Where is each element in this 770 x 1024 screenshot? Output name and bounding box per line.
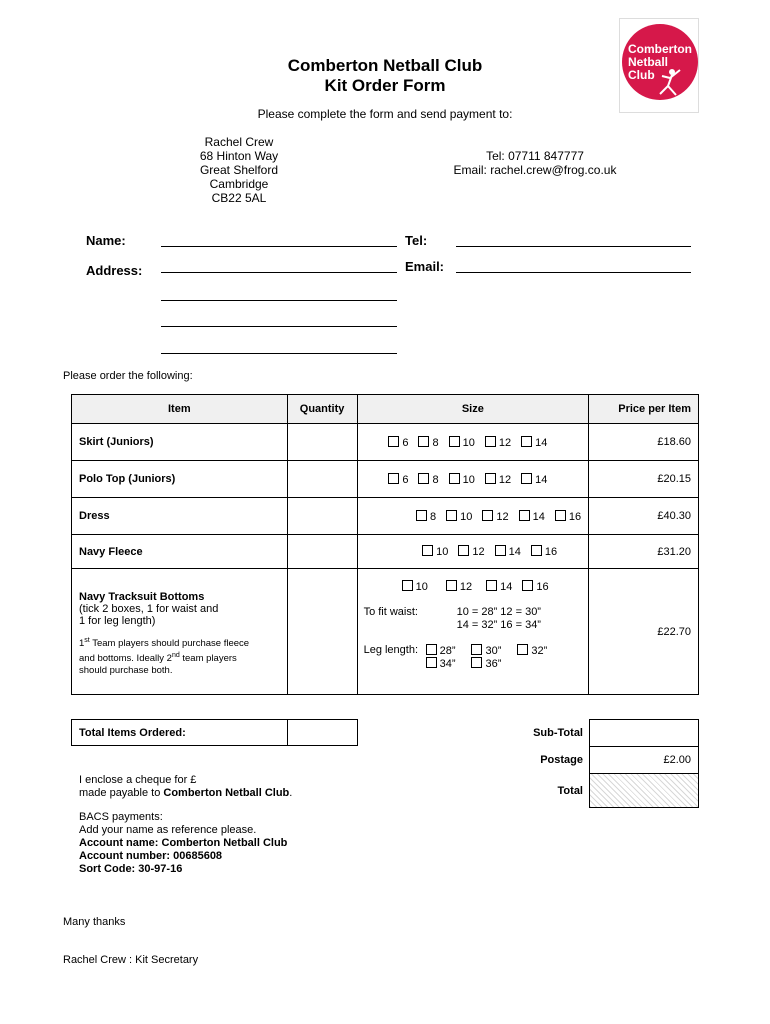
- item-name: Skirt (Juniors): [72, 424, 288, 461]
- total-items-box: [71, 719, 358, 746]
- logo-text-3: Club: [628, 68, 655, 82]
- size-label: 8: [430, 510, 437, 523]
- size-label: 14: [532, 510, 545, 523]
- instruction-text: Please complete the form and send payment to:: [257, 107, 513, 121]
- item-cell: [72, 569, 288, 695]
- order-intro: Please order the following:: [63, 370, 193, 382]
- postage-value-box: [589, 746, 699, 774]
- checkbox[interactable]: [449, 436, 460, 447]
- email-label: Email:: [405, 259, 445, 274]
- item-price: £31.20: [589, 535, 699, 569]
- size-label: 16: [568, 510, 582, 523]
- size-label: 12: [496, 510, 509, 523]
- quantity-cell[interactable]: [287, 498, 357, 535]
- size-label: 32”: [531, 645, 548, 657]
- checkbox[interactable]: [471, 644, 482, 655]
- logo-text-1: Comberton: [628, 42, 692, 56]
- subtotal-field[interactable]: [589, 719, 699, 747]
- item-price: £22.70: [589, 569, 699, 695]
- checkbox[interactable]: [388, 436, 399, 447]
- item-price: £20.15: [589, 461, 699, 498]
- total-field[interactable]: [589, 773, 699, 808]
- size-label: 16: [536, 581, 549, 593]
- checkbox[interactable]: [446, 510, 457, 521]
- size-label: 10: [415, 581, 428, 593]
- team-note: [79, 635, 280, 677]
- total-label: Total: [557, 785, 583, 797]
- contact-tel: Tel: 07711 847777: [486, 149, 584, 163]
- table-row: [72, 461, 699, 498]
- item-name: Navy Tracksuit Bottoms: [79, 591, 205, 603]
- size-label: 10: [462, 436, 475, 449]
- size-label: 16: [544, 546, 558, 558]
- header-quantity: Quantity: [287, 395, 357, 424]
- bacs-block: [79, 811, 287, 876]
- quantity-cell[interactable]: [287, 535, 357, 569]
- sort-code: Sort Code: 30-97-16: [79, 863, 183, 875]
- address-field[interactable]: [161, 300, 397, 301]
- checkbox[interactable]: [482, 510, 493, 521]
- checkbox[interactable]: [519, 510, 530, 521]
- signature-text: Rachel Crew : Kit Secretary: [63, 954, 199, 966]
- note-text: 1: [79, 638, 85, 650]
- checkbox[interactable]: [522, 580, 533, 591]
- address-line: CB22 5AL: [211, 191, 267, 205]
- name-field[interactable]: [161, 246, 397, 247]
- size-options: [357, 461, 589, 498]
- page-subtitle: Kit Order Form: [324, 76, 446, 95]
- size-label: 12: [459, 581, 473, 593]
- postage-label: Postage: [540, 754, 583, 766]
- logo-text-2: Netball: [628, 55, 669, 69]
- size-label: 34”: [439, 658, 456, 670]
- address-field[interactable]: [161, 272, 397, 273]
- bacs-ref: Add your name as reference please.: [79, 824, 257, 836]
- checkbox[interactable]: [446, 580, 457, 591]
- subtotal-label: Sub-Total: [533, 727, 583, 739]
- size-label: 8: [432, 436, 439, 449]
- contact-block: [420, 149, 650, 177]
- note-text: team players: [179, 653, 237, 665]
- bacs-title: BACS payments:: [79, 811, 163, 823]
- address-block: [160, 135, 318, 205]
- table-row: [72, 498, 699, 535]
- fit-waist-line: 10 = 28” 12 = 30”: [456, 606, 541, 618]
- total-items-input[interactable]: [287, 719, 358, 746]
- club-logo: [620, 20, 700, 105]
- fit-waist-line: 14 = 32” 16 = 34”: [456, 619, 541, 631]
- account-number: Account number: 00685608: [79, 850, 223, 862]
- checkbox[interactable]: [388, 473, 399, 484]
- checkbox[interactable]: [495, 545, 506, 556]
- postage-value: £2.00: [663, 754, 691, 766]
- header-size: Size: [357, 395, 589, 424]
- checkbox[interactable]: [555, 510, 566, 521]
- checkbox[interactable]: [402, 580, 413, 591]
- checkbox[interactable]: [416, 510, 427, 521]
- table-row: [72, 535, 699, 569]
- size-options: [357, 535, 589, 569]
- checkbox[interactable]: [521, 436, 532, 447]
- item-name: Dress: [72, 498, 288, 535]
- cheque-text: .: [289, 787, 293, 799]
- table-row: [72, 569, 699, 695]
- cheque-text: made payable to: [79, 787, 164, 799]
- note-text: should purchase both.: [79, 665, 173, 677]
- size-options: [357, 498, 589, 535]
- size-label: 6: [402, 436, 409, 449]
- checkbox[interactable]: [418, 473, 429, 484]
- cheque-line: I enclose a cheque for £: [79, 774, 197, 786]
- table-header-row: [72, 395, 699, 424]
- cheque-line: [79, 787, 292, 800]
- item-detail: 1 for leg length): [79, 615, 156, 627]
- size-label: 14: [500, 581, 513, 593]
- address-line: Cambridge: [209, 177, 269, 191]
- quantity-cell[interactable]: [287, 461, 357, 498]
- size-label: 10: [460, 510, 473, 523]
- size-label: 8: [432, 473, 439, 486]
- checkbox[interactable]: [426, 657, 437, 668]
- tel-field[interactable]: [456, 246, 691, 247]
- size-label: 14: [535, 473, 548, 486]
- table-row: [72, 424, 699, 461]
- address-line: Great Shelford: [199, 163, 279, 177]
- size-label: 36”: [485, 658, 502, 670]
- address-label: Address:: [86, 263, 143, 278]
- item-price: £18.60: [589, 424, 699, 461]
- note-sup: nd: [171, 652, 180, 660]
- fit-waist-label: To fit waist:: [363, 606, 418, 618]
- address-line: Rachel Crew: [204, 135, 274, 149]
- checkbox[interactable]: [426, 644, 437, 655]
- address-field[interactable]: [161, 353, 397, 354]
- size-options: [357, 424, 589, 461]
- leg-checkboxes: [426, 644, 558, 657]
- checkbox[interactable]: [485, 473, 496, 484]
- note-text: and bottoms. Ideally 2: [79, 653, 172, 665]
- total-items-label: Total Items Ordered:: [79, 727, 186, 739]
- address-field[interactable]: [161, 326, 397, 327]
- email-field[interactable]: [456, 272, 691, 273]
- size-label: 10: [436, 546, 449, 558]
- header-price: Price per Item: [589, 395, 699, 424]
- address-line: 68 Hinton Way: [199, 149, 279, 163]
- item-name: Polo Top (Juniors): [72, 461, 288, 498]
- leg-length-label: Leg length:: [363, 644, 419, 656]
- checkbox[interactable]: [458, 545, 469, 556]
- note-sup: st: [84, 637, 90, 644]
- size-label: 12: [472, 546, 485, 558]
- contact-email: Email: rachel.crew@frog.co.uk: [453, 163, 617, 177]
- checkbox[interactable]: [486, 580, 497, 591]
- header-item: Item: [72, 395, 288, 424]
- checkbox[interactable]: [485, 436, 496, 447]
- leg-checkboxes: [426, 657, 512, 670]
- size-label: 12: [498, 436, 512, 449]
- thanks-text: Many thanks: [63, 916, 126, 928]
- size-label: 6: [402, 473, 409, 486]
- checkbox[interactable]: [471, 657, 482, 668]
- payment-block: [79, 774, 292, 800]
- account-name: Account name: Comberton Netball Club: [79, 837, 288, 849]
- order-table: [71, 394, 699, 695]
- size-label: 10: [462, 473, 475, 486]
- item-price: £40.30: [589, 498, 699, 535]
- size-label: 30”: [485, 645, 502, 657]
- item-name: Navy Fleece: [72, 535, 288, 569]
- tracksuit-size-cell: [357, 569, 589, 695]
- cheque-payee: Comberton Netball Club: [163, 787, 290, 799]
- quantity-cell[interactable]: [287, 569, 357, 695]
- size-label: 12: [498, 473, 512, 486]
- name-label: Name:: [86, 233, 126, 248]
- page-title: Comberton Netball Club: [287, 56, 483, 75]
- waist-checkboxes: [402, 580, 559, 593]
- size-label: 14: [535, 436, 548, 449]
- quantity-cell[interactable]: [287, 424, 357, 461]
- checkbox[interactable]: [517, 644, 528, 655]
- checkbox[interactable]: [449, 473, 460, 484]
- size-label: 28”: [439, 645, 456, 657]
- checkbox[interactable]: [418, 436, 429, 447]
- checkbox[interactable]: [531, 545, 542, 556]
- note-text: Team players should purchase fleece: [89, 638, 250, 650]
- checkbox[interactable]: [521, 473, 532, 484]
- tel-label: Tel:: [405, 233, 428, 248]
- size-label: 14: [508, 546, 521, 558]
- item-detail: (tick 2 boxes, 1 for waist and: [79, 603, 219, 615]
- checkbox[interactable]: [422, 545, 433, 556]
